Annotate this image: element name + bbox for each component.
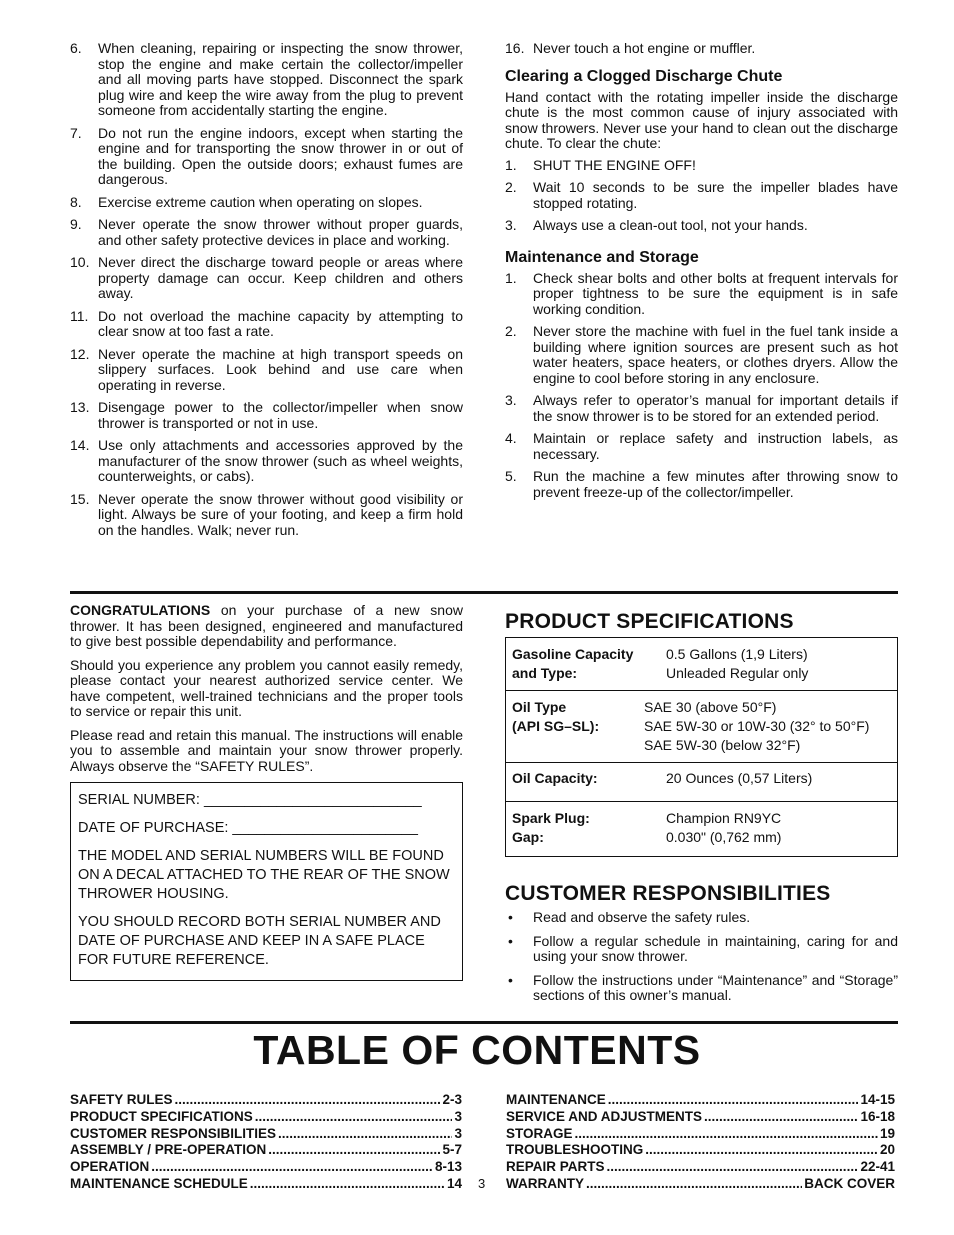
toc-entry[interactable]: MAINTENANCE ..... 14-15 [506, 1092, 895, 1109]
rule-item: 3. Always use a clean-out tool, not your hands. [505, 217, 808, 233]
rule-item: 12. Never operate the machine at high transport speeds on slippery surfaces. Look behind and use care when operating in reverse. [70, 345, 463, 393]
rule-item: 3. Always refer to operator’s manual for important details if the snow thrower is to be stored for an extended period. [505, 392, 898, 424]
spec-row-oil-type: Oil Type (API SG–SL): SAE 30 (above 50°F) SAE 5W-30 or 10W-30 (32° to 50°F) SAE 5W-30 (below 32°F) [506, 691, 898, 763]
toc-entry[interactable]: REPAIR PARTS ..... 22-41 [506, 1159, 895, 1176]
toc-right-column [506, 1092, 895, 1193]
toc-entry[interactable]: WARRANTY ..... BACK COVER [506, 1176, 895, 1193]
record-box [70, 782, 463, 981]
page-number: 3 [478, 1176, 486, 1191]
toc-entry[interactable]: MAINTENANCE SCHEDULE ..... 14 [70, 1176, 462, 1193]
rule-item: 8. Exercise extreme caution when operating on slopes. [70, 193, 423, 210]
rule-item: 4. Maintain or replace safety and instruction labels, as necessary. [505, 430, 898, 462]
rule-item: 13. Disengage power to the collector/impeller when snow thrower is transported or not in use. [70, 399, 463, 431]
toc-entry[interactable]: STORAGE ..... 19 [506, 1126, 895, 1143]
rule-item: 7. Do not run the engine indoors, except when starting the engine and for transporting the snow thrower in or out of the building. Open the outside doors; exhaust fumes are dangerous. [70, 124, 463, 187]
spec-row-spark-plug: Spark Plug: Gap: Champion RN9YC 0.030" (0,762 mm) [506, 802, 898, 857]
rule-item: 9. Never operate the snow thrower without proper guards, and other safety protective devices in place and working. [70, 216, 463, 248]
rule-item: 2. Never store the machine with fuel in the fuel tank inside a building where ignition sources are present such as hot water heaters, space heaters, or clothes dryers. Allow the engine to cool before storing in any enclosure. [505, 323, 898, 386]
manual-paragraph: Please read and retain this manual. The instructions will enable you to assemble and maintain your snow thrower properly. Always observe the “SAFETY RULES”. [70, 726, 463, 774]
spec-row-gasoline: Gasoline Capacity and Type: 0.5 Gallons (1,9 Liters) Unleaded Regular only [506, 638, 898, 691]
responsibility-item: • Follow the instructions under “Maintenance” and “Storage” sections of this owner’s manual. [508, 971, 898, 1003]
serial-number-field: SERIAL NUMBER: ___________________________ [78, 792, 422, 808]
safety-rules-right [505, 41, 898, 507]
rule-item: 2. Wait 10 seconds to be sure the impeller blades have stopped rotating. [505, 179, 898, 211]
spec-row-oil-capacity: Oil Capacity: 20 Ounces (0,57 Liters) [506, 763, 898, 802]
responsibility-item: • Read and observe the safety rules. [508, 909, 751, 925]
clogged-chute-intro: Hand contact with the rotating impeller inside the discharge chute is the most common cause of injury associated with snow throwers. Never use your hand to clean out the discharge chute. To clear the chute: [505, 88, 898, 151]
toc-entry[interactable]: CUSTOMER RESPONSIBILITIES ..... 3 [70, 1126, 462, 1143]
customer-responsibilities-heading: CUSTOMER RESPONSIBILITIES [505, 882, 831, 905]
toc-entry[interactable]: ASSEMBLY / PRE-OPERATION ..... 5-7 [70, 1142, 462, 1159]
table-of-contents-title: TABLE OF CONTENTS [253, 1027, 701, 1073]
toc-entry[interactable]: PRODUCT SPECIFICATIONS ..... 3 [70, 1109, 462, 1126]
divider [70, 591, 898, 594]
spec-table [505, 637, 898, 857]
rule-item: 15. Never operate the snow thrower without good visibility or light. Always be sure of your footing, and keep a firm hold on the handles. Walk; never run. [70, 490, 463, 538]
rule-item: 6. When cleaning, repairing or inspecting the snow thrower, stop the engine and make certain the collector/impeller and all moving parts have stopped. Disconnect the spark plug wire and keep the wire away from the plug to prevent someone from accidentally starting the engine. [70, 40, 463, 118]
toc-entry[interactable]: SAFETY RULES ..... 2-3 [70, 1092, 462, 1109]
bullet-icon: • [508, 932, 513, 949]
service-paragraph: Should you experience any problem you cannot easily remedy, please contact your nearest authorized service center. We have competent, well-trained technicians and the proper tools to service or repair this unit. [70, 656, 463, 719]
rule-item: 14. Use only attachments and accessories approved by the manufacturer of the snow thrower (such as wheel weights, counterweights, or cabs). [70, 437, 463, 484]
decal-note: THE MODEL AND SERIAL NUMBERS WILL BE FOUND ON A DECAL ATTACHED TO THE REAR OF THE SNOW THROWER HOUSING. [78, 848, 450, 902]
bullet-icon: • [508, 909, 513, 925]
safety-rules-left [70, 41, 463, 545]
product-specifications-heading: PRODUCT SPECIFICATIONS [505, 610, 794, 633]
record-note: YOU SHOULD RECORD BOTH SERIAL NUMBER AND DATE OF PURCHASE AND KEEP IN A SAFE PLACE FOR FUTURE REFERENCE. [78, 914, 441, 968]
congrats-paragraph: CONGRATULATIONS on your purchase of a new snow thrower. It has been designed, engineered and manufactured to give best possible dependability and performance. [70, 602, 463, 649]
rule-item: 1. Check shear bolts and other bolts at frequent intervals for proper tightness to be sure the equipment is in safe working condition. [505, 269, 898, 317]
toc-entry[interactable]: SERVICE AND ADJUSTMENTS ..... 16-18 [506, 1109, 895, 1126]
rule-item: 1. SHUT THE ENGINE OFF! [505, 156, 696, 173]
toc-left-column [70, 1092, 462, 1193]
responsibility-item: • Follow a regular schedule in maintaining, caring for and using your snow thrower. [508, 932, 898, 964]
divider [70, 1021, 898, 1024]
rule-item: 5. Run the machine a few minutes after throwing snow to prevent freeze-up of the collector/impeller. [505, 468, 898, 500]
clogged-chute-heading: Clearing a Clogged Discharge Chute [505, 67, 783, 85]
rule-item: 16. Never touch a hot engine or muffler. [505, 40, 756, 56]
toc-entry[interactable]: OPERATION ..... 8-13 [70, 1159, 462, 1176]
toc-entry[interactable]: TROUBLESHOOTING ..... 20 [506, 1142, 895, 1159]
bullet-icon: • [508, 971, 513, 988]
date-of-purchase-field: DATE OF PURCHASE: _______________________ [78, 820, 418, 836]
product-specifications-section [505, 610, 898, 1012]
congratulations-section [70, 603, 463, 981]
rule-item: 11. Do not overload the machine capacity by attempting to clear snow at too fast a rate. [70, 307, 463, 339]
maintenance-storage-heading: Maintenance and Storage [505, 248, 699, 266]
rule-item: 10. Never direct the discharge toward people or areas where property damage can occur. Keep children and others away. [70, 254, 463, 301]
